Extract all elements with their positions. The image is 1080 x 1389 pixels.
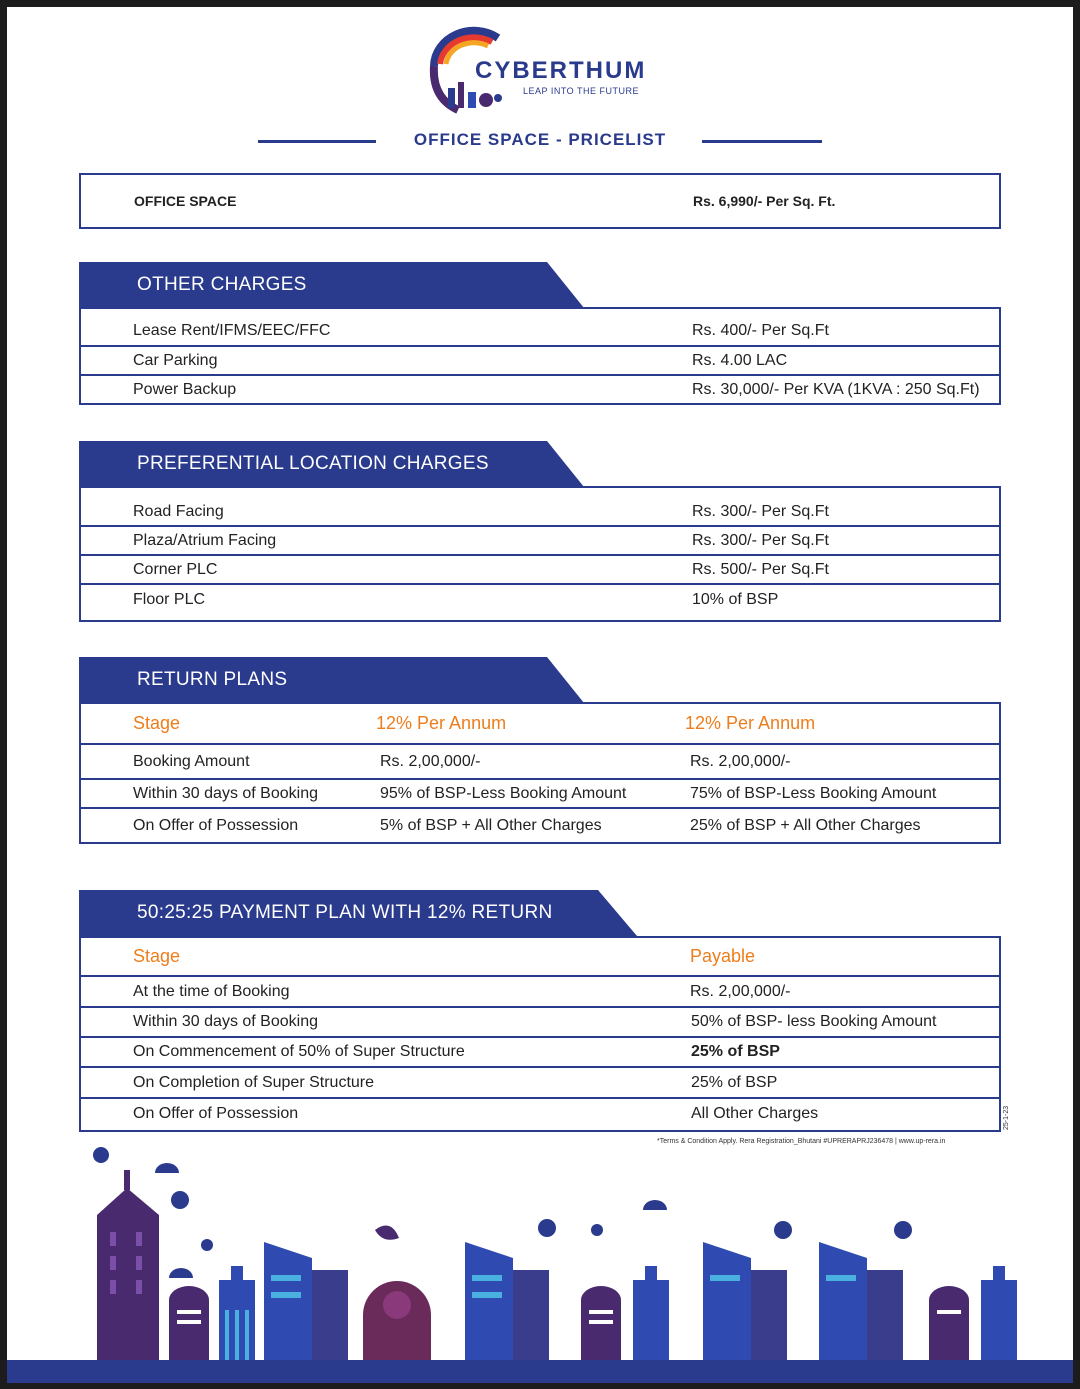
table-row (81, 977, 999, 1008)
brand-tagline: LEAP INTO THE FUTURE (523, 86, 640, 96)
footnote: *Terms & Condition Apply. Rera Registration_Bhutani #UPRERAPRJ236478 | www.up-rera.in (657, 1138, 946, 1145)
row-item: Corner PLC (133, 560, 218, 578)
row-value: 25% of BSP + All Other Charges (690, 816, 921, 834)
row-item: Road Facing (133, 502, 224, 520)
row-value: 10% of BSP (692, 590, 779, 608)
office-space-box (79, 173, 1001, 229)
row-value: Rs. 30,000/- Per KVA (1KVA : 250 Sq.Ft) (692, 380, 980, 398)
column-header: Stage (133, 946, 181, 966)
column-header: 12% Per Annum (376, 713, 507, 733)
payment-plan-title: 50:25:25 PAYMENT PLAN WITH 12% RETURN (137, 902, 553, 923)
table-row (81, 527, 999, 556)
date-code: 25-1-23 (1003, 1105, 1010, 1130)
row-item: Power Backup (133, 380, 237, 398)
office-space-label: OFFICE SPACE (134, 193, 237, 209)
table-row (81, 1038, 999, 1068)
table-row (81, 1008, 999, 1038)
table-row (81, 1099, 999, 1128)
other-charges-title: OTHER CHARGES (137, 274, 307, 295)
row-item: Plaza/Atrium Facing (133, 531, 277, 549)
table-header-row (81, 704, 999, 745)
column-header: Stage (133, 713, 181, 733)
table-row (81, 347, 999, 376)
row-value: Rs. 500/- Per Sq.Ft (692, 560, 829, 578)
row-item: On Offer of Possession (133, 1104, 299, 1122)
table-row (81, 745, 999, 780)
payment-plan-table (79, 936, 1001, 1132)
row-value: Rs. 400/- Per Sq.Ft (692, 322, 829, 339)
other-charges-table (79, 307, 1001, 405)
return-plans-title: RETURN PLANS (137, 669, 288, 690)
table-row (81, 809, 999, 842)
row-value: Rs. 4.00 LAC (692, 351, 788, 369)
page-title: OFFICE SPACE - PRICELIST (413, 130, 667, 149)
table-row (81, 585, 999, 614)
row-item: Car Parking (133, 351, 218, 369)
row-item: Floor PLC (133, 590, 206, 608)
column-header: 12% Per Annum (685, 713, 816, 733)
row-value: 5% of BSP + All Other Charges (380, 816, 602, 834)
row-item: On Commencement of 50% of Super Structure (133, 1043, 465, 1060)
row-value: 25% of BSP (691, 1043, 780, 1060)
table-row (81, 556, 999, 585)
table-header-row (81, 938, 999, 977)
table-row (81, 1068, 999, 1099)
plc-title: PREFERENTIAL LOCATION CHARGES (137, 453, 489, 474)
return-plans-header (79, 657, 584, 703)
column-header: Payable (690, 946, 756, 966)
row-value: 25% of BSP (691, 1073, 778, 1091)
row-item: Within 30 days of Booking (133, 1013, 318, 1030)
row-value: 50% of BSP- less Booking Amount (691, 1013, 937, 1030)
row-item: Booking Amount (133, 752, 250, 770)
row-value: 95% of BSP-Less Booking Amount (380, 784, 627, 802)
row-item: On Completion of Super Structure (133, 1073, 375, 1091)
row-item: On Offer of Possession (133, 816, 299, 834)
plc-header (79, 441, 584, 487)
row-value: Rs. 300/- Per Sq.Ft (692, 502, 829, 520)
return-plans-table (79, 702, 1001, 844)
table-row (81, 780, 999, 809)
row-value: All Other Charges (691, 1104, 819, 1122)
office-space-row (81, 175, 999, 227)
brand-name: CYBERTHUM (475, 57, 647, 84)
office-space-price: Rs. 6,990/- Per Sq. Ft. (693, 193, 836, 209)
row-value: 75% of BSP-Less Booking Amount (690, 784, 937, 802)
payment-plan-header (79, 890, 637, 936)
row-value: Rs. 2,00,000/- (690, 982, 791, 1000)
table-row (81, 317, 999, 347)
plc-table (79, 486, 1001, 622)
row-item: Within 30 days of Booking (133, 784, 318, 802)
table-row (81, 376, 999, 403)
row-item: At the time of Booking (133, 982, 290, 1000)
city-skyline-illustration-icon (7, 1140, 1073, 1383)
row-value: Rs. 300/- Per Sq.Ft (692, 531, 829, 549)
row-value: Rs. 2,00,000/- (380, 752, 481, 770)
row-value: Rs. 2,00,000/- (690, 752, 791, 770)
other-charges-header (79, 262, 584, 308)
table-row (81, 498, 999, 527)
row-item: Lease Rent/IFMS/EEC/FFC (133, 322, 331, 339)
